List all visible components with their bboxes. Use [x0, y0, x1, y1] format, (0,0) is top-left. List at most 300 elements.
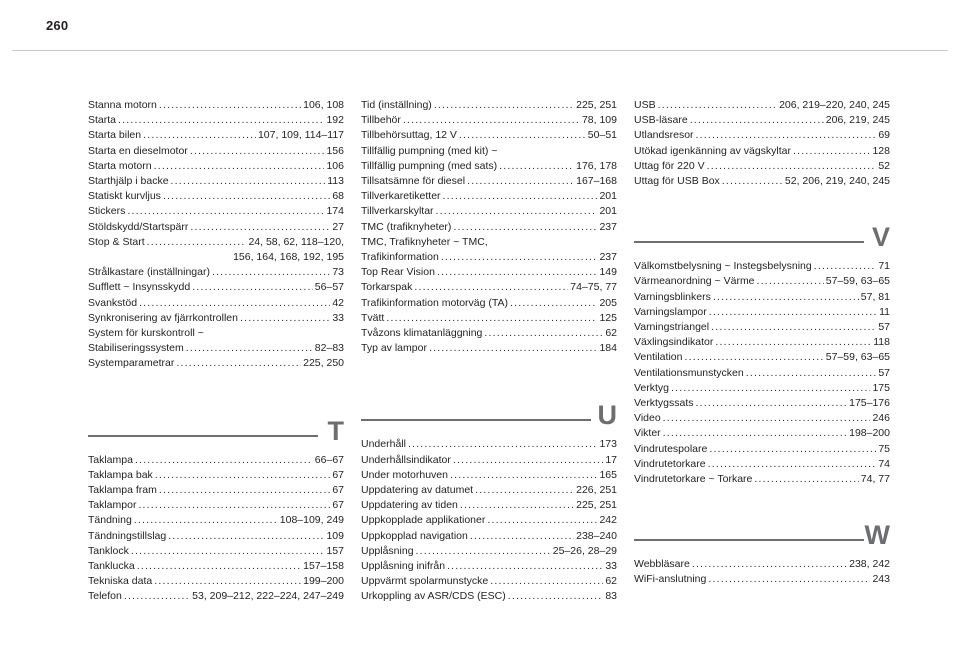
entry-term: Underhållsindikator	[361, 453, 451, 466]
section-letter: V	[871, 222, 890, 253]
index-section-t	[88, 411, 344, 605]
index-entry	[634, 557, 890, 572]
index-entry	[88, 280, 344, 295]
index-entry	[361, 498, 617, 513]
entry-term: Tanklock	[88, 544, 129, 557]
index-entry	[361, 453, 617, 468]
dot-leader	[403, 113, 580, 128]
index-entry	[361, 483, 617, 498]
dot-leader	[484, 326, 603, 341]
entry-pages: 225, 251	[576, 499, 617, 512]
dot-leader	[154, 159, 325, 174]
index-entry	[88, 235, 344, 250]
dot-leader	[757, 274, 824, 289]
entry-term: USB-läsare	[634, 114, 688, 127]
entry-pages: 157–158	[303, 560, 344, 573]
dot-leader	[127, 204, 324, 219]
entry-term: Varningslampor	[634, 305, 707, 318]
entry-term: Uppdatering av tiden	[361, 499, 458, 512]
entry-term: Tid (inställning)	[361, 99, 432, 111]
entry-pages: 52, 206, 219, 240, 245	[784, 175, 890, 188]
entry-term: Varningsblinkers	[634, 290, 711, 303]
page-number: 260	[46, 18, 69, 33]
entry-term: Taklampa bak	[88, 468, 153, 481]
index-entry	[634, 442, 890, 457]
entry-pages: 42	[332, 296, 344, 309]
section-rule	[634, 241, 864, 243]
dot-leader	[134, 513, 278, 528]
index-entry	[634, 320, 890, 335]
index-entry	[361, 559, 617, 574]
entry-term: Systemparametrar	[88, 357, 175, 370]
index-entry	[361, 311, 617, 326]
dot-leader	[696, 396, 848, 411]
entry-pages: 57–59, 63–65	[825, 275, 890, 288]
dot-leader	[131, 544, 325, 559]
entry-pages: 113	[327, 175, 344, 188]
index-entry	[88, 513, 344, 528]
index-entry	[361, 204, 617, 219]
index-entry	[361, 220, 617, 235]
entry-term: Värmeanordning ~ Värme	[634, 275, 755, 288]
entry-pages: 201	[599, 205, 617, 218]
entry-term: Starta	[88, 114, 117, 127]
index-entry	[88, 326, 344, 341]
entry-term: Varningstriangel	[634, 321, 710, 334]
dot-leader	[436, 204, 598, 219]
entry-term: Statiskt kurvljus	[88, 190, 161, 203]
entry-term: TMC (trafiknyheter)	[361, 220, 452, 233]
index-column-3	[634, 98, 890, 588]
index-entry	[634, 381, 890, 396]
entry-term: Taklampor	[88, 499, 137, 512]
entry-pages: 24, 58, 62, 118–120,	[248, 235, 344, 248]
entry-pages: 125	[599, 311, 617, 324]
index-entry	[361, 296, 617, 311]
index-entry	[88, 529, 344, 544]
dot-leader	[163, 189, 330, 204]
entry-term: Utlandsresor	[634, 129, 694, 142]
entry-pages: 57–59, 63–65	[825, 351, 890, 364]
dot-leader	[212, 265, 330, 280]
entry-pages: 242	[599, 514, 617, 527]
dot-leader	[155, 468, 331, 483]
index-entry	[634, 128, 890, 143]
dot-leader	[663, 426, 847, 441]
entry-pages: 157	[326, 544, 344, 557]
entry-term: Vikter	[634, 427, 661, 440]
entry-pages: 106, 108	[303, 99, 344, 111]
index-section-u	[361, 395, 617, 604]
entry-pages: 226, 251	[576, 484, 617, 497]
dot-leader	[713, 290, 859, 305]
index-entry	[361, 468, 617, 483]
dot-leader	[437, 265, 598, 280]
section-letter: T	[327, 415, 344, 446]
section-letter: W	[864, 520, 890, 551]
section-header	[634, 515, 890, 557]
dot-leader	[416, 544, 551, 559]
entry-term: Vindrutetorkare ~ Torkare	[634, 473, 753, 486]
entry-term: Tillbehör	[361, 114, 401, 127]
dot-leader	[814, 259, 877, 274]
entry-pages: 67	[332, 499, 344, 512]
index-entry	[634, 411, 890, 426]
dot-leader	[709, 442, 876, 457]
entry-term: Tändningstillslag	[88, 529, 167, 542]
entry-term: Sufflett ~ Insynsskydd	[88, 281, 191, 294]
entry-pages: 128	[872, 144, 890, 157]
index-entry	[361, 174, 617, 189]
entry-pages: 68	[332, 190, 344, 203]
index-entry	[88, 189, 344, 204]
entry-term: Uttag för USB Box	[634, 175, 720, 188]
entry-pages: 52	[878, 159, 890, 172]
dot-leader	[684, 350, 823, 365]
index-entry	[88, 128, 344, 143]
entry-term: Ventilation	[634, 351, 683, 364]
index-entry	[361, 144, 617, 159]
entry-term: Telefon	[88, 590, 122, 603]
index-entry	[88, 159, 344, 174]
dot-leader	[139, 296, 330, 311]
dot-leader	[124, 589, 190, 604]
entry-term: Urkoppling av ASR/CDS (ESC)	[361, 590, 506, 603]
index-entry	[361, 159, 617, 174]
index-entry	[361, 326, 617, 341]
dot-leader	[450, 468, 598, 483]
dot-leader	[690, 113, 824, 128]
index-entry	[361, 574, 617, 589]
entry-term: Starta en dieselmotor	[88, 144, 188, 157]
entry-term: Stöldskydd/Startspärr	[88, 220, 189, 233]
entry-term: USB	[634, 99, 656, 111]
index-entry	[88, 356, 344, 371]
entry-pages: 62	[605, 575, 617, 588]
dot-leader	[159, 483, 330, 498]
entry-term: Vindrutetorkare	[634, 457, 706, 470]
entry-term: Utökad igenkänning av vägskyltar	[634, 144, 792, 157]
dot-leader	[192, 280, 313, 295]
entry-term: Stickers	[88, 205, 126, 218]
entry-term: Tillbehörsuttag, 12 V	[361, 129, 457, 142]
entry-pages: 11	[879, 305, 890, 318]
index-entry	[361, 544, 617, 559]
index-entry	[88, 468, 344, 483]
dot-leader	[386, 311, 597, 326]
index-entry	[634, 259, 890, 274]
entry-pages: 156	[326, 144, 344, 157]
entry-term: Verktyg	[634, 381, 670, 394]
dot-leader	[754, 472, 858, 487]
dot-leader	[171, 174, 326, 189]
entry-term: Synkronisering av fjärrkontrollen	[88, 311, 238, 324]
entry-pages: 25–26, 28–29	[552, 544, 617, 557]
entry-term: Tändning	[88, 514, 132, 527]
dot-leader	[190, 220, 330, 235]
dot-leader	[487, 513, 597, 528]
index-entry	[634, 290, 890, 305]
index-section-v	[634, 217, 890, 487]
index-entry	[361, 265, 617, 280]
entry-term: Starta motorn	[88, 159, 152, 172]
entry-term: Strålkastare (inställningar)	[88, 266, 210, 279]
entry-pages: 71	[878, 260, 890, 273]
index-entry	[88, 589, 344, 604]
entry-term: Trafikinformation	[361, 251, 439, 264]
index-entry	[88, 204, 344, 219]
entry-term: Underhåll	[361, 438, 406, 451]
entry-term: Tekniska data	[88, 575, 153, 588]
entry-pages: 57	[878, 321, 890, 334]
index-entry	[88, 498, 344, 513]
entry-pages: 57, 81	[860, 290, 890, 303]
entry-pages: 205	[599, 296, 617, 309]
entry-term: Video	[634, 412, 661, 425]
index-entry	[88, 265, 344, 280]
index-column-2	[361, 98, 617, 605]
dot-leader	[708, 457, 877, 472]
dot-leader	[671, 381, 870, 396]
index-section-continued	[634, 98, 890, 189]
dot-leader	[441, 250, 598, 265]
index-entry	[634, 426, 890, 441]
index-entry	[88, 98, 344, 113]
entry-pages: 82–83	[314, 342, 344, 355]
index-entry	[88, 113, 344, 128]
dot-leader	[711, 320, 876, 335]
dot-leader	[190, 144, 325, 159]
dot-leader	[715, 335, 871, 350]
entry-term: Uppvärmt spolarmunstycke	[361, 575, 489, 588]
index-entry	[634, 159, 890, 174]
entry-pages: 192	[326, 114, 344, 127]
entry-term: Upplåsning	[361, 544, 414, 557]
entry-term: Tvåzons klimatanläggning	[361, 327, 483, 340]
dot-leader	[434, 98, 574, 113]
index-entry	[634, 274, 890, 289]
entry-pages: 33	[332, 311, 344, 324]
dot-leader	[508, 589, 604, 604]
index-entry	[88, 483, 344, 498]
entry-term: TMC, Trafiknyheter ~ TMC,	[361, 235, 488, 248]
index-section-continued	[88, 98, 344, 372]
index-column-1	[88, 98, 344, 605]
dot-leader	[135, 453, 313, 468]
entry-pages: 243	[872, 573, 890, 586]
index-entry	[361, 250, 617, 265]
section-rule	[88, 435, 318, 437]
index-entry	[634, 350, 890, 365]
dot-leader	[159, 98, 301, 113]
entry-term: Växlingsindikator	[634, 336, 714, 349]
dot-leader	[692, 557, 847, 572]
index-entry	[88, 574, 344, 589]
dot-leader	[663, 411, 871, 426]
entry-term: Torkarspak	[361, 281, 413, 294]
dot-leader	[709, 305, 877, 320]
dot-leader	[414, 280, 568, 295]
dot-leader	[793, 144, 870, 159]
index-entry	[361, 280, 617, 295]
entry-term: Tanklucka	[88, 560, 135, 573]
dot-leader	[429, 341, 598, 356]
index-entry	[634, 366, 890, 381]
dot-leader	[708, 572, 870, 587]
entry-term: Tillfällig pumpning (med sats)	[361, 159, 498, 172]
dot-leader	[176, 356, 301, 371]
entry-pages: 73	[332, 266, 344, 279]
entry-pages: 237	[599, 251, 617, 264]
entry-pages: 109	[326, 529, 344, 542]
entry-pages: 106	[326, 159, 344, 172]
entry-pages: 17	[605, 453, 617, 466]
index-entry	[88, 144, 344, 159]
index-entry	[634, 98, 890, 113]
entry-term: Trafikinformation motorväg (TA)	[361, 296, 509, 309]
entry-pages: 57	[878, 366, 890, 379]
index-entry	[361, 98, 617, 113]
entry-pages: 201	[599, 190, 617, 203]
dot-leader	[722, 174, 783, 189]
section-header	[361, 395, 617, 437]
entry-pages: 56–57	[314, 281, 344, 294]
entry-pages: 167–168	[576, 175, 617, 188]
entry-pages: 246	[872, 412, 890, 425]
index-entry	[634, 174, 890, 189]
dot-leader	[746, 366, 877, 381]
entry-pages: 78, 109	[581, 114, 617, 127]
entry-term: Starthjälp i backe	[88, 175, 169, 188]
entry-pages: 62	[605, 327, 617, 340]
entry-pages: 225, 251	[576, 99, 617, 111]
section-letter: U	[597, 400, 617, 431]
entry-pages: 69	[878, 129, 890, 142]
dot-leader	[460, 498, 574, 513]
index-entry	[634, 457, 890, 472]
section-header	[634, 217, 890, 259]
entry-pages: 27	[332, 220, 344, 233]
entry-term: Under motorhuven	[361, 468, 448, 481]
entry-term: Tillverkaretiketter	[361, 190, 441, 203]
dot-leader	[186, 341, 313, 356]
entry-pages: 74–75, 77	[570, 281, 617, 294]
entry-pages: 149	[599, 266, 617, 279]
entry-term: Tillsatsämne för diesel	[361, 175, 466, 188]
dot-leader	[137, 559, 301, 574]
entry-pages: 108–109, 249	[279, 514, 344, 527]
entry-term: Tvätt	[361, 311, 385, 324]
entry-pages: 156, 164, 168, 192, 195	[233, 251, 344, 264]
header-divider	[12, 50, 948, 51]
dot-leader	[475, 483, 574, 498]
dot-leader	[470, 529, 574, 544]
index-entry	[88, 559, 344, 574]
index-entry	[361, 113, 617, 128]
entry-pages: 50–51	[587, 129, 617, 142]
dot-leader	[510, 296, 597, 311]
entry-pages: 67	[332, 484, 344, 497]
entry-term: Uppkopplade applikationer	[361, 514, 486, 527]
index-entry	[88, 174, 344, 189]
dot-leader	[443, 189, 598, 204]
entry-pages: 198–200	[849, 427, 890, 440]
entry-term: Uttag för 220 V	[634, 159, 705, 172]
index-entry	[634, 113, 890, 128]
index-entry	[88, 296, 344, 311]
entry-term: Verktygssats	[634, 397, 694, 410]
entry-term: Välkomstbelysning ~ Instegsbelysning	[634, 260, 812, 273]
index-entry	[634, 305, 890, 320]
dot-leader	[447, 559, 603, 574]
dot-leader	[453, 453, 603, 468]
dot-leader	[138, 498, 330, 513]
dot-leader	[168, 529, 324, 544]
index-entry	[88, 453, 344, 468]
entry-term: WiFi-anslutning	[634, 573, 707, 586]
entry-pages: 174	[326, 205, 344, 218]
index-entry	[88, 341, 344, 356]
entry-term: Typ av lampor	[361, 342, 427, 355]
entry-pages: 107, 109, 114–117	[257, 129, 344, 142]
entry-pages: 83	[605, 590, 617, 603]
entry-pages: 75	[878, 442, 890, 455]
section-rule	[361, 419, 591, 421]
index-entry	[361, 437, 617, 452]
dot-leader	[118, 113, 324, 128]
entry-term: Tillverkarskyltar	[361, 205, 434, 218]
index-entry	[88, 250, 344, 265]
index-section-w	[634, 515, 890, 587]
dot-leader	[707, 159, 877, 174]
entry-term: Stop & Start	[88, 235, 145, 248]
entry-pages: 66–67	[314, 453, 344, 466]
index-entry	[361, 529, 617, 544]
entry-pages: 74	[878, 457, 890, 470]
dot-leader	[240, 311, 330, 326]
section-header	[88, 411, 344, 453]
entry-pages: 238–240	[576, 529, 617, 542]
entry-term: Tillfällig pumpning (med kit) ~	[361, 144, 498, 157]
index-entry	[634, 144, 890, 159]
index-entry	[361, 341, 617, 356]
entry-pages: 237	[599, 220, 617, 233]
entry-term: Ventilationsmunstycken	[634, 366, 744, 379]
index-entry	[361, 513, 617, 528]
entry-term: Stanna motorn	[88, 99, 157, 111]
entry-pages: 173	[599, 438, 617, 451]
index-entry	[88, 544, 344, 559]
entry-pages: 118	[873, 336, 890, 349]
index-entry	[361, 128, 617, 143]
index-entry	[361, 189, 617, 204]
index-entry	[88, 220, 344, 235]
dot-leader	[453, 220, 597, 235]
index-entry	[634, 396, 890, 411]
entry-pages: 199–200	[303, 575, 344, 588]
entry-term: Taklampa fram	[88, 484, 157, 497]
entry-pages: 238, 242	[849, 558, 890, 571]
index-entry	[88, 311, 344, 326]
entry-pages: 206, 219–220, 240, 245	[779, 99, 890, 111]
dot-leader	[499, 159, 574, 174]
entry-pages: 53, 209–212, 222–224, 247–249	[192, 590, 344, 603]
dot-leader	[143, 128, 256, 143]
entry-term: Upplåsning inifrån	[361, 560, 446, 573]
entry-pages: 74, 77	[860, 473, 890, 486]
entry-term: Top Rear Vision	[361, 266, 435, 279]
entry-pages: 175	[872, 381, 890, 394]
